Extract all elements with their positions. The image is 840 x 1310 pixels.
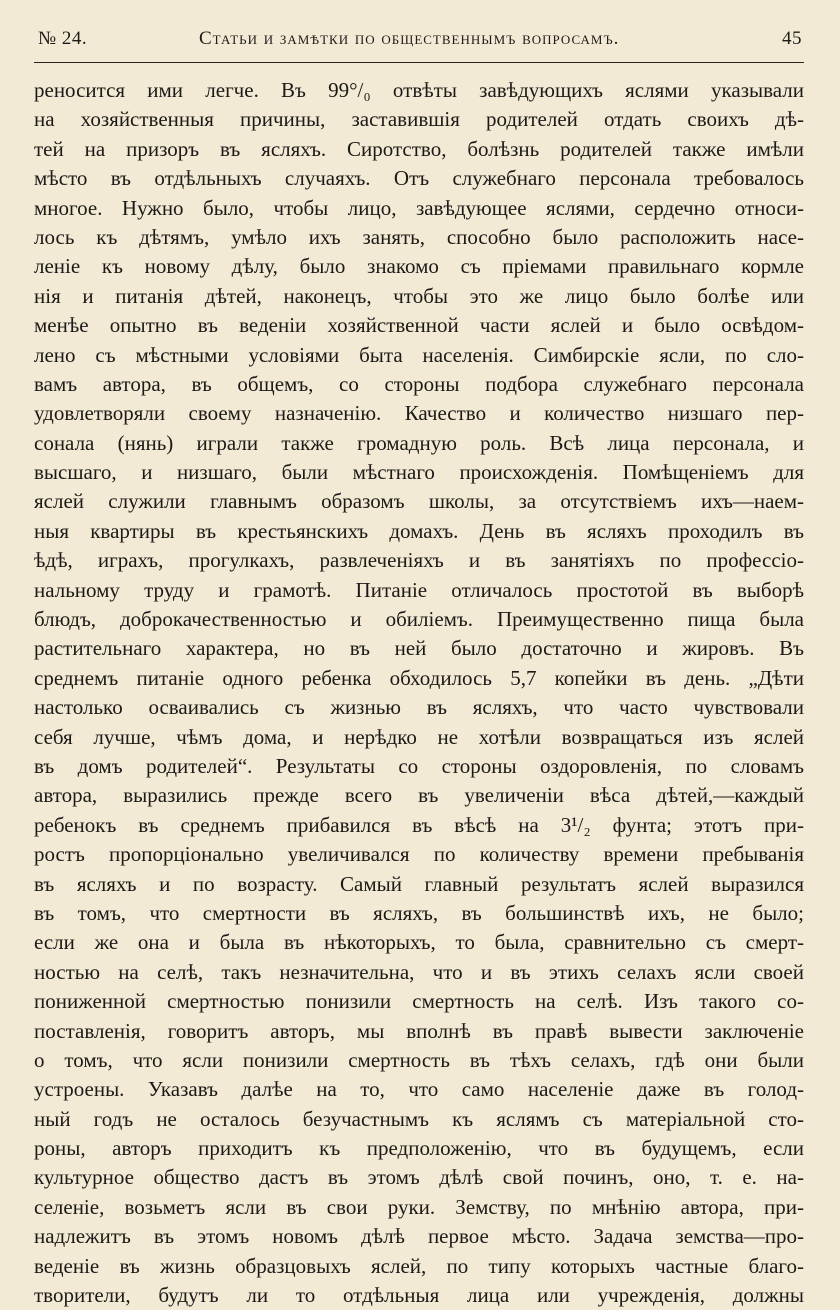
page-number: 45 xyxy=(782,28,802,49)
text-line: поставленія, говоритъ авторъ, мы вполнѣ въ правѣ вывести заключеніе xyxy=(34,1018,804,1043)
text-line: себя лучше, чѣмъ дома, и нерѣдко не хотѣли возвращаться изъ яслей xyxy=(34,724,804,749)
text-line: ностью на селѣ, такъ незначительна, что и въ этихъ селахъ ясли своей xyxy=(34,959,804,984)
text-line: селеніе, возьметъ ясли въ свои руки. Земству, по мнѣнію автора, при- xyxy=(34,1194,804,1219)
text-line: на хозяйственныя причины, заставившія родителей отдать своихъ дѣ- xyxy=(34,107,804,132)
text-line: устроены. Указавъ далѣе на то, что само населеніе даже въ голод- xyxy=(34,1077,804,1102)
header-rule xyxy=(34,62,804,63)
text-line: среднемъ питаніе одного ребенка обходилось 5,7 копейки въ день. „Дѣти xyxy=(34,665,804,690)
text-line: надлежитъ въ этомъ новомъ дѣлѣ первое мѣсто. Задача земства—про- xyxy=(34,1224,804,1249)
text-line: ныя квартиры въ крестьянскихъ домахъ. День въ ясляхъ проходилъ въ xyxy=(34,518,804,543)
article-body xyxy=(34,76,804,1310)
text-line: нія и питанія дѣтей, наконецъ, чтобы это же лицо было болѣе или xyxy=(34,283,804,308)
text-line: ный годъ не осталось безучастнымъ къ яслямъ съ матеріальной сто- xyxy=(34,1106,804,1131)
text-line: растительнаго характера, но въ ней было достаточно и жировъ. Въ xyxy=(34,636,804,661)
text-line: культурное общество дастъ въ этомъ дѣлѣ свой починъ, оно, т. е. на- xyxy=(34,1165,804,1190)
text-line: въ домъ родителей“. Результаты со стороны оздоровленія, по словамъ xyxy=(34,753,804,778)
text-line: леніе къ новому дѣлу, было знакомо съ пріемами правильнаго кормле xyxy=(34,254,804,279)
text-line: лось къ дѣтямъ, умѣло ихъ занять, способно было расположить насе- xyxy=(34,224,804,249)
text-line: въ томъ, что смертности въ ясляхъ, въ большинствѣ ихъ, не было; xyxy=(34,900,804,925)
text-line: автора, выразились прежде всего въ увеличеніи вѣса дѣтей,—каждый xyxy=(34,783,804,808)
text-line: менѣе опытно въ веденіи хозяйственной части яслей и было освѣдом- xyxy=(34,313,804,338)
text-line: ребенокъ въ среднемъ прибавился въ вѣсѣ на 3¹/₂ фунта; этотъ при- xyxy=(34,812,804,837)
text-line: ѣдѣ, играхъ, прогулкахъ, развлеченіяхъ и въ занятіяхъ по профессіо- xyxy=(34,548,804,573)
text-line: настолько осваивались съ жизнью въ ясляхъ, что часто чувствовали xyxy=(34,695,804,720)
text-line: веденіе въ жизнь образцовыхъ яслей, по типу которыхъ частные благо- xyxy=(34,1253,804,1278)
section-title: Статьи и замѣтки по общественнымъ вопросамъ. xyxy=(199,28,620,49)
text-line: нальному труду и грамотѣ. Питаніе отличалось простотой въ выборѣ xyxy=(34,577,804,602)
text-line: лено съ мѣстными условіями быта населенія. Симбирскіе ясли, по сло- xyxy=(34,342,804,367)
text-line: творители, будутъ ли то отдѣльныя лица или учрежденія, должны xyxy=(34,1283,804,1308)
text-line: реносится ими легче. Въ 99°/₀ отвѣты завѣдующихъ яслями указывали xyxy=(34,78,804,102)
text-line: высшаго, и низшаго, были мѣстнаго происхожденія. Помѣщеніемъ для xyxy=(34,460,804,485)
text-line: если же она и была въ нѣкоторыхъ, то была, сравнительно съ смерт- xyxy=(34,930,804,955)
text-line: многое. Нужно было, чтобы лицо, завѣдующее яслями, сердечно относи- xyxy=(34,195,804,220)
text-line: удовлетворяли своему назначенію. Качество и количество низшаго пер- xyxy=(34,401,804,426)
text-line: ростъ пропорціонально увеличивался по количеству времени пребыванія xyxy=(34,842,804,867)
text-line: сонала (нянь) играли также громадную роль. Всѣ лица персонала, и xyxy=(34,430,804,455)
issue-number: № 24. xyxy=(38,28,88,49)
text-line: мѣсто въ отдѣльныхъ случаяхъ. Отъ служебнаго персонала требовалось xyxy=(34,166,804,191)
text-line: вамъ автора, въ общемъ, со стороны подбора служебнаго персонала xyxy=(34,371,804,396)
text-line: пониженной смертностью понизили смертность на селѣ. Изъ такого со- xyxy=(34,989,804,1014)
text-line: о томъ, что ясли понизили смертность въ тѣхъ селахъ, гдѣ они были xyxy=(34,1047,804,1072)
running-header xyxy=(34,24,802,60)
text-line: блюдъ, доброкачественностью и обиліемъ. Преимущественно пища была xyxy=(34,607,804,632)
text-line: роны, авторъ приходитъ къ предположенію, что въ будущемъ, если xyxy=(34,1136,804,1161)
text-line: яслей служили главнымъ образомъ школы, за отсутствіемъ ихъ—наем- xyxy=(34,489,804,514)
text-line: тей на призоръ въ ясляхъ. Сиротство, болѣзнь родителей также имѣли xyxy=(34,136,804,161)
text-line: въ ясляхъ и по возрасту. Самый главный результатъ яслей выразился xyxy=(34,871,804,896)
